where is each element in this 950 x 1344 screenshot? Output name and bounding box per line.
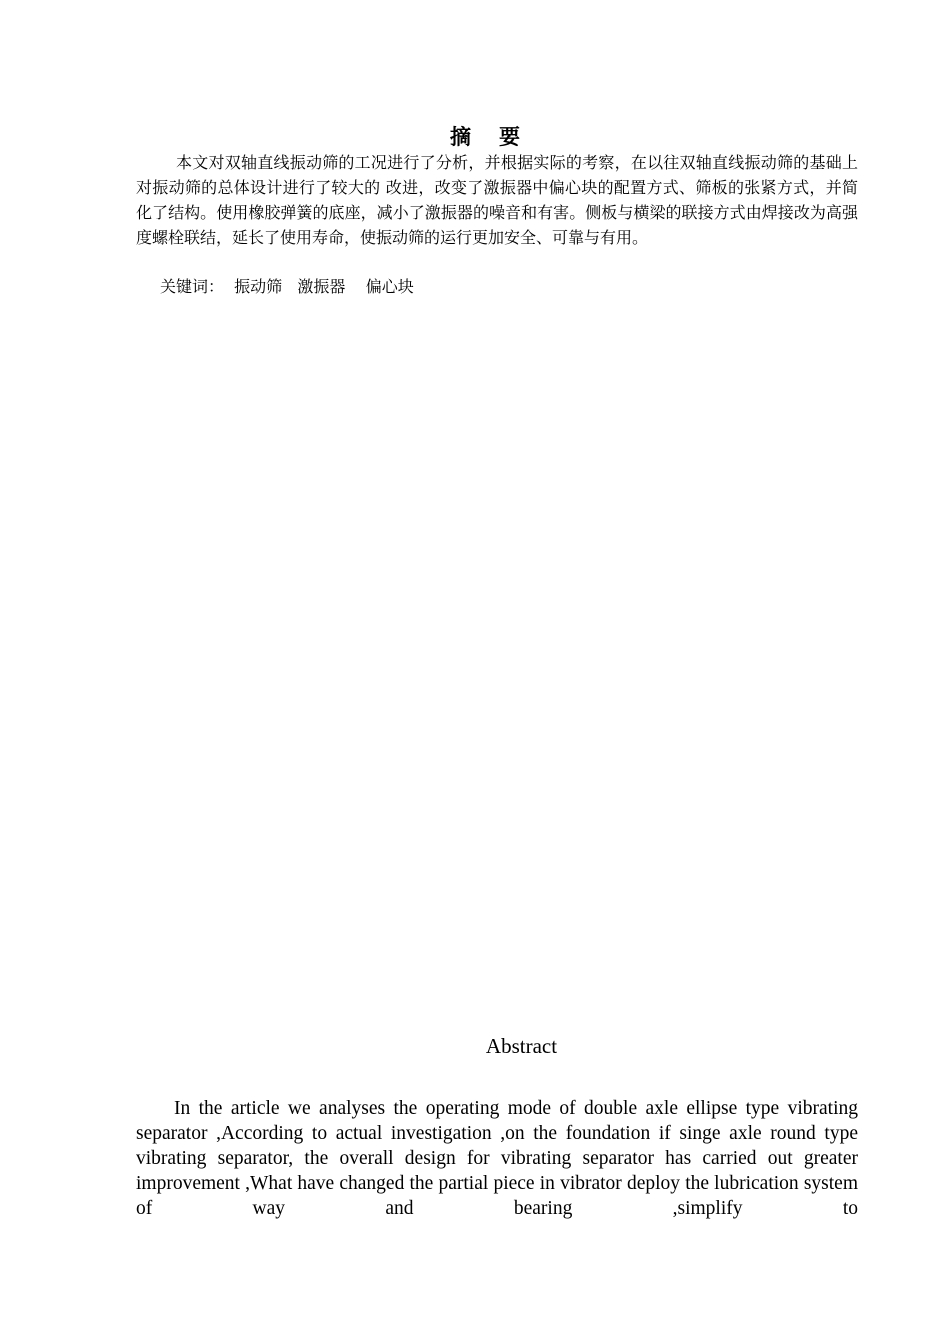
chinese-abstract-body: 本文对双轴直线振动筛的工况进行了分析，并根据实际的考察，在以往双轴直线振动筛的基础上对振动筛的总体设计进行了较大的 改进，改变了激振器中偏心块的配置方式、筛板的张紧方式，并简化了结构。使用橡胶弹簧的底座，减小了激振器的噪音和有害。侧板与横梁的联接方式由焊接改为高强度螺栓联结，延长了使用寿命，使振动筛的运行更加安全、可靠与有用。 bbox=[136, 153, 858, 247]
chinese-keywords: 关键词： 振动筛 激振器 偏心块 bbox=[160, 277, 414, 296]
english-abstract-title: Abstract bbox=[485, 1034, 558, 1058]
english-abstract-body: In the article we analyses the operating mode of double axle ellipse type vibrating separator ,According to actual investigation ,on the foundation if singe axle round type vibrating separator, the overall design for vibrating separator has carried out greater improvement ,What have changed the partial piece in vibrator deploy the lubrication system of way and bearing ,simplify to bbox=[136, 1098, 858, 1219]
chinese-abstract-title: 摘要 bbox=[450, 124, 548, 149]
